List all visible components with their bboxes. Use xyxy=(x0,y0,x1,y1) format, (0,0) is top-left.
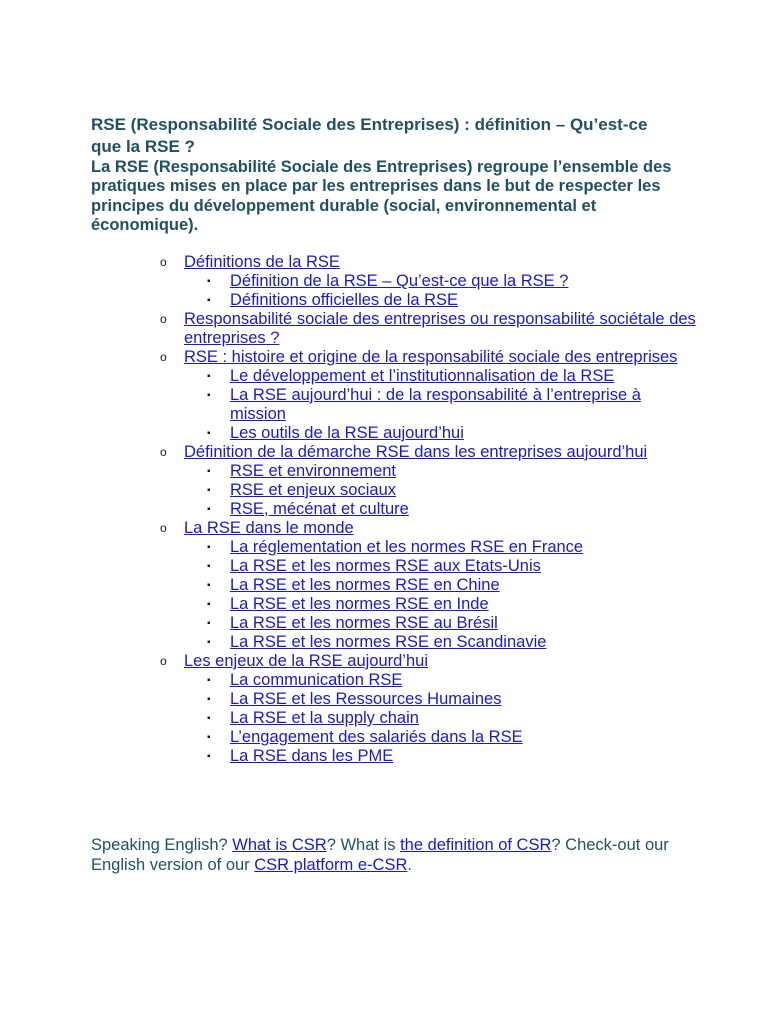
square-bullet-icon: ▪ xyxy=(207,732,211,743)
square-bullet-icon: ▪ xyxy=(207,618,211,629)
circle-bullet-icon: o xyxy=(160,255,167,269)
toc-subitem xyxy=(184,462,700,481)
toc-subitem xyxy=(184,481,700,500)
document-header xyxy=(91,114,681,235)
toc-subitem xyxy=(184,291,700,310)
circle-bullet-icon: o xyxy=(160,521,167,535)
toc-sublink[interactable]: La communication RSE xyxy=(230,671,403,689)
circle-bullet-icon: o xyxy=(160,445,167,459)
footer-text-1: Speaking English? xyxy=(91,836,233,854)
toc-item xyxy=(160,253,700,310)
toc-subitem xyxy=(184,272,700,291)
circle-bullet-icon: o xyxy=(160,654,167,668)
square-bullet-icon: ▪ xyxy=(207,599,211,610)
toc-link[interactable]: Définitions de la RSE xyxy=(184,253,340,271)
square-bullet-icon: ▪ xyxy=(207,751,211,762)
toc-subitem xyxy=(184,557,700,576)
toc-sublink[interactable]: Les outils de la RSE aujourd’hui xyxy=(230,424,464,442)
toc-subitem xyxy=(184,690,700,709)
toc-subitem xyxy=(184,500,700,519)
toc-sublink[interactable]: La RSE et les normes RSE en Chine xyxy=(230,576,500,594)
square-bullet-icon: ▪ xyxy=(207,428,211,439)
toc-subitem xyxy=(184,538,700,557)
toc-subitem xyxy=(184,576,700,595)
toc-subitem xyxy=(184,633,700,652)
toc-link[interactable]: RSE : histoire et origine de la responsabilité sociale des entreprises xyxy=(184,348,678,366)
toc-sublist xyxy=(184,462,700,519)
toc-sublink[interactable]: RSE et environnement xyxy=(230,462,397,480)
toc-sublink[interactable]: Définition de la RSE – Qu’est-ce que la RSE ? xyxy=(230,272,569,290)
toc-sublink[interactable]: La RSE et la supply chain xyxy=(230,709,419,727)
toc-subitem xyxy=(184,728,700,747)
square-bullet-icon: ▪ xyxy=(207,694,211,705)
square-bullet-icon: ▪ xyxy=(207,466,211,477)
toc-sublink[interactable]: RSE et enjeux sociaux xyxy=(230,481,397,499)
toc-item xyxy=(160,443,700,519)
toc-sublink[interactable]: La RSE et les Ressources Humaines xyxy=(230,690,502,708)
toc-sublink[interactable]: La RSE aujourd’hui : de la responsabilité à l’entreprise à mission xyxy=(230,386,641,423)
toc-item xyxy=(160,519,700,652)
intro-paragraph: La RSE (Responsabilité Sociale des Entreprises) regroupe l’ensemble des pratiques mises en place par les entreprises dans le but de respecter les principes du développement durable (social, environnemental et économique). xyxy=(91,158,672,234)
toc-subitem xyxy=(184,614,700,633)
toc-subitem xyxy=(184,595,700,614)
square-bullet-icon: ▪ xyxy=(207,390,211,401)
toc-sublink[interactable]: La RSE dans les PME xyxy=(230,747,394,765)
toc-sublink[interactable]: RSE, mécénat et culture xyxy=(230,500,409,518)
toc-sublink[interactable]: Le développement et l’institutionnalisation de la RSE xyxy=(230,367,615,385)
square-bullet-icon: ▪ xyxy=(207,675,211,686)
square-bullet-icon: ▪ xyxy=(207,713,211,724)
toc-sublink[interactable]: La réglementation et les normes RSE en France xyxy=(230,538,584,556)
footer-paragraph xyxy=(91,836,681,875)
square-bullet-icon: ▪ xyxy=(207,504,211,515)
toc-link[interactable]: La RSE dans le monde xyxy=(184,519,354,537)
square-bullet-icon: ▪ xyxy=(207,580,211,591)
page-title: RSE (Responsabilité Sociale des Entreprises) : définition – Qu’est-ce que la RSE ? xyxy=(91,115,648,156)
toc-sublink[interactable]: La RSE et les normes RSE en Inde xyxy=(230,595,489,613)
toc-sublink[interactable]: Définitions officielles de la RSE xyxy=(230,291,459,309)
toc-item xyxy=(160,348,700,443)
toc-sublist xyxy=(184,671,700,766)
square-bullet-icon: ▪ xyxy=(207,542,211,553)
toc-item xyxy=(160,310,700,348)
toc-link[interactable]: Les enjeux de la RSE aujourd’hui xyxy=(184,652,428,670)
toc-subitem xyxy=(184,424,700,443)
toc-sublink[interactable]: La RSE et les normes RSE aux Etats-Unis xyxy=(230,557,541,575)
toc-sublink[interactable]: La RSE et les normes RSE en Scandinavie xyxy=(230,633,547,651)
square-bullet-icon: ▪ xyxy=(207,561,211,572)
toc-item xyxy=(160,652,700,766)
toc-sublist xyxy=(184,367,700,443)
toc-sublist xyxy=(184,272,700,310)
definition-of-csr-link[interactable]: the definition of CSR xyxy=(400,836,552,854)
toc-subitem xyxy=(184,367,700,386)
square-bullet-icon: ▪ xyxy=(207,485,211,496)
toc-link[interactable]: Responsabilité sociale des entreprises ou responsabilité sociétale des entreprises ? xyxy=(184,310,696,347)
toc-subitem xyxy=(184,709,700,728)
table-of-contents xyxy=(160,253,700,766)
circle-bullet-icon: o xyxy=(160,350,167,364)
square-bullet-icon: ▪ xyxy=(207,371,211,382)
toc-subitem xyxy=(184,671,700,690)
toc-subitem xyxy=(184,747,700,766)
square-bullet-icon: ▪ xyxy=(207,295,211,306)
footer-text-4: . xyxy=(407,855,412,874)
toc-sublist xyxy=(184,538,700,652)
toc-subitem xyxy=(184,386,700,424)
square-bullet-icon: ▪ xyxy=(207,276,211,287)
circle-bullet-icon: o xyxy=(160,312,167,326)
footer-text-2: ? What is xyxy=(326,836,401,854)
toc-sublink[interactable]: La RSE et les normes RSE au Brésil xyxy=(230,614,498,632)
csr-platform-link[interactable]: CSR platform e-CSR xyxy=(254,855,408,874)
toc-link[interactable]: Définition de la démarche RSE dans les entreprises aujourd’hui xyxy=(184,443,648,461)
what-is-csr-link[interactable]: What is CSR xyxy=(232,836,327,854)
footer-text-3: ? Check-out our English version of our xyxy=(91,836,669,874)
toc-sublink[interactable]: L’engagement des salariés dans la RSE xyxy=(230,728,523,746)
square-bullet-icon: ▪ xyxy=(207,637,211,648)
